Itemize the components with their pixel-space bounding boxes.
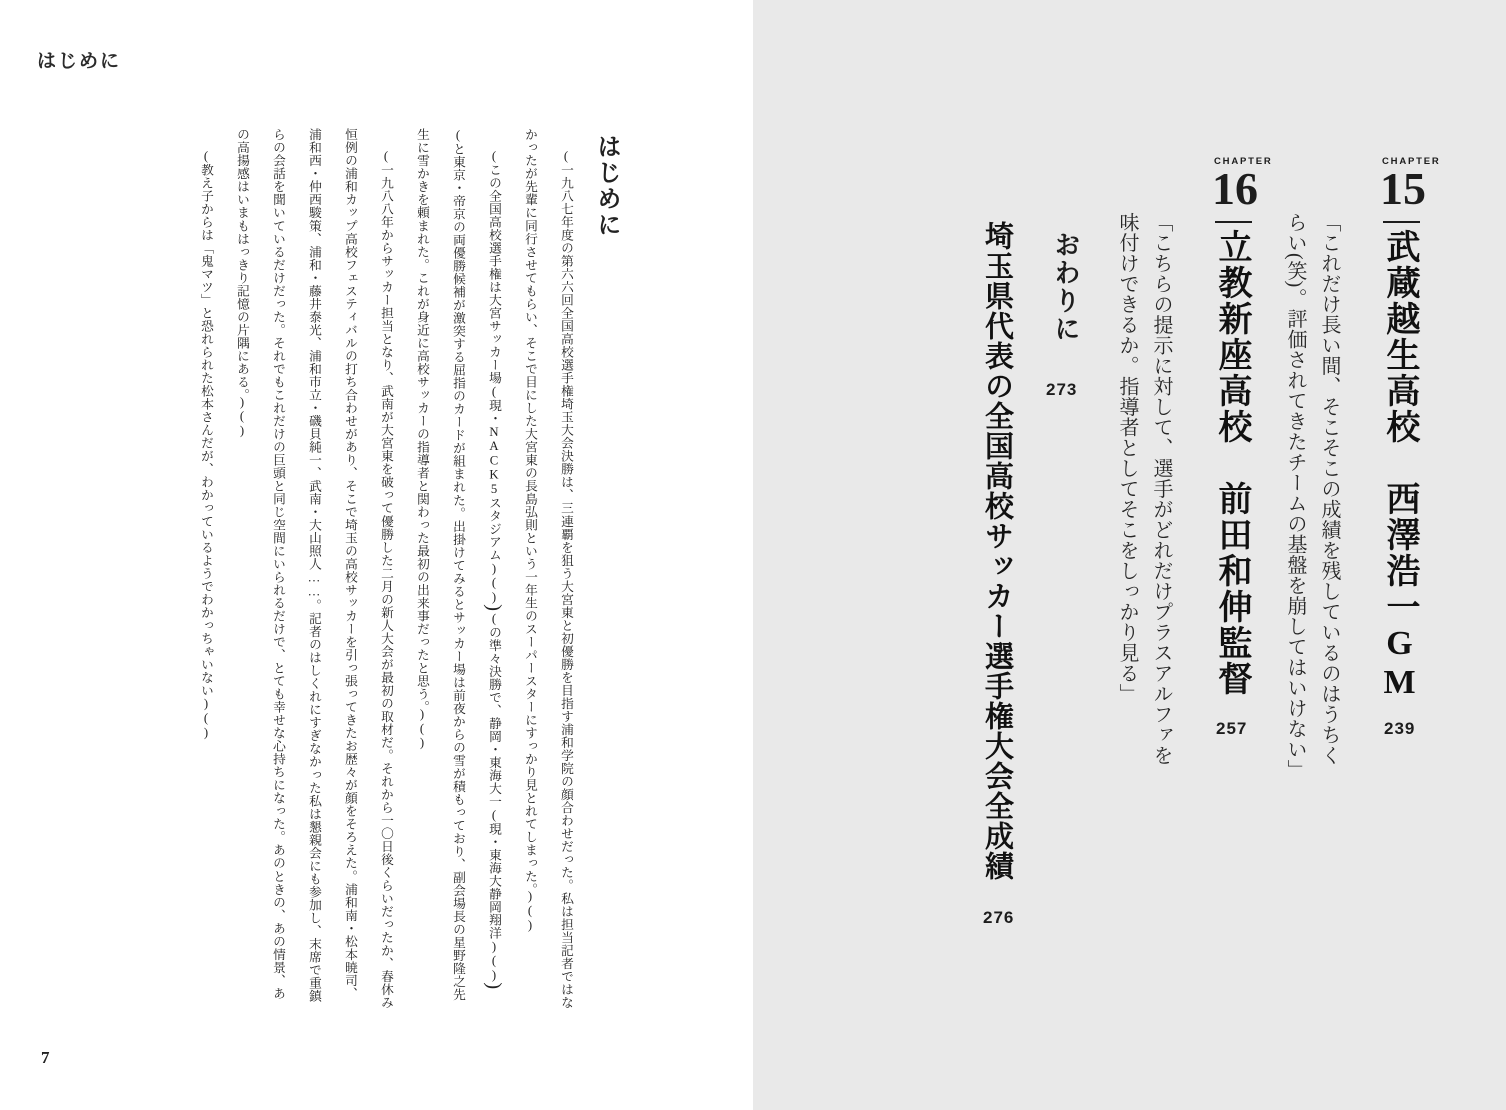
chapter-label: CHAPTER: [1382, 156, 1441, 167]
intro-heading: はじめに: [593, 134, 620, 238]
chapter-label: CHAPTER: [1214, 156, 1273, 167]
chapter-rule-divider: [1383, 221, 1420, 223]
chapter-quote: [1110, 212, 1178, 812]
chapter-quote: [1278, 212, 1346, 812]
chapter-number: 16: [1212, 163, 1258, 214]
intro-paragraph: (教え子からは「鬼マツ」と恐れられた松本さんだが、わかっているようでわかっちゃいない)(): [199, 148, 213, 740]
chapter-number: 15: [1380, 163, 1426, 214]
page-number: 7: [41, 1048, 50, 1067]
intro-paragraph: (この全国高校選手権は大宮サッカー場(現・NACK5スタジアム)())(の準々決勝で、静岡・東海大一(現・東海大静岡翔洋)())(と東京・帝京の両優勝候補が激突する屈指のカードが組まれた。出掛けてみるとサッカー場は前夜からの雪が積もっており、副会場長の星野隆之先生に雪かきを頼まれた。これが身近に高校サッカーの指導者と関わった最初の出来事だったと思う。)(): [415, 128, 505, 1001]
chapter-rule-divider: [1215, 221, 1252, 223]
quote-line: 「これだけ長い間、そこそこの成績を残しているのはうちく: [1318, 212, 1340, 766]
running-head: はじめに: [37, 51, 122, 72]
intro-paragraph: (一九八八年からサッカー担当となり、武南が大宮東を破って優勝した二月の新人大会が最初の取材だ。それから一〇日後くらいだったか、春休み恒例の浦和カップ高校フェスティバルの打ち合わせがあり、そこで埼玉の高校サッカーを引っ張ってきたお歴々が顔をそろえた。浦和南・松本暁司、浦和西・仲西駿策、浦和・藤井泰光、浦和市立・磯貝純一、武南・大山照人……。記者のはしくれにすぎなかった私は懇親会にも参加し、末席で重鎮らの会話を聞いているだけだった。それでもこれだけの巨頭と同じ空間にいられるだけで、とても幸せな心持ちになった。あのときの、あの情景、あの高揚感はいまもはっきり記憶の片隅にある。)(): [235, 128, 393, 1009]
chapter-title: 武蔵越生高校 西澤浩一GM: [1381, 229, 1418, 703]
intro-paragraph: (一九八七年度の第六六回全国高校選手権埼玉大会決勝は、三連覇を狙う大宮東と初優勝を目指す浦和学院の顔合わせだった。私は担当記者ではなかったが先輩に同行させてもらい、そこで目にした大宮東の長島弘則という一年生のスーパースターにすっかり見とれてしまった。)(): [523, 128, 573, 1009]
contents-page: [753, 0, 1506, 1110]
chapter-page-number: 257: [1216, 719, 1248, 738]
records-page-number: 276: [983, 908, 1015, 927]
records-title: 埼玉県代表の全国高校サッカー選手権大会全成績: [981, 221, 1013, 881]
intro-body-text: [48, 128, 648, 1010]
outro-title: おわりに: [1051, 231, 1080, 343]
quote-line: 「こちらの提示に対して、選手がどれだけプラスアルファを: [1150, 212, 1172, 766]
quote-line: 味付けできるか。指導者としてそこをしっかり見る」: [1116, 212, 1138, 704]
chapter-title: 立教新座高校 前田和伸監督: [1213, 229, 1250, 697]
chapter-page-number: 239: [1384, 719, 1416, 738]
outro-page-number: 273: [1046, 380, 1078, 399]
quote-line: らい(笑)。評価されてきたチームの基盤を崩してはいけない」: [1284, 212, 1306, 780]
